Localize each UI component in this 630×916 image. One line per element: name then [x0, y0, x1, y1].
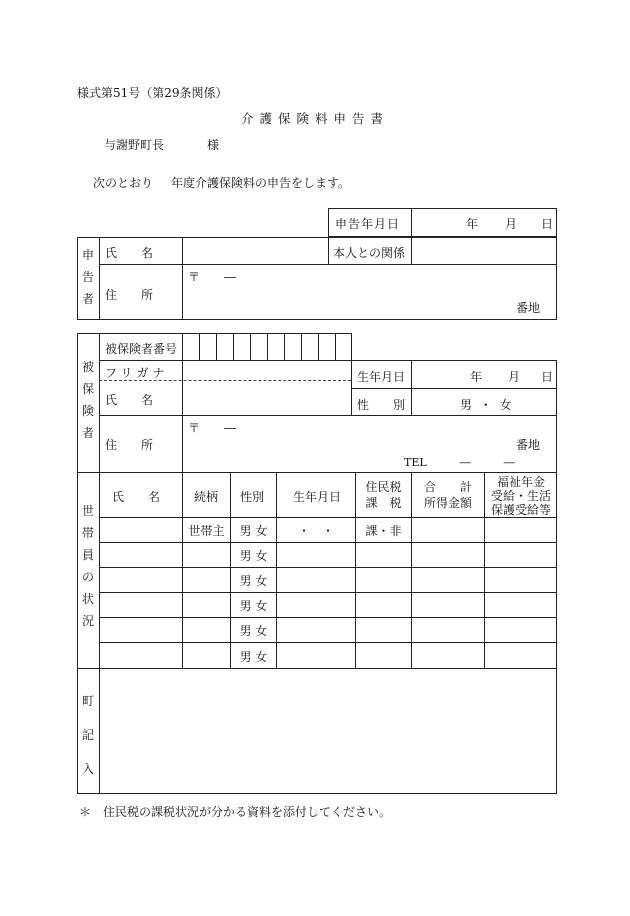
col-income-1: 合 計 [423, 480, 472, 494]
date-day: 日 [541, 217, 554, 231]
gender-choice[interactable]: 男 ・ 女 [460, 398, 514, 412]
furigana-label: フリガナ [105, 366, 169, 380]
row-gender[interactable]: 男 女 [239, 650, 268, 664]
date-year: 年 [466, 217, 479, 231]
addressee: 与謝野町長 [104, 138, 165, 152]
col-welfare-2: 受給・生活 [490, 489, 551, 503]
intro-text-a: 次のとおり [93, 176, 154, 190]
birth-input[interactable] [412, 361, 556, 387]
col-tax-2: 課 税 [365, 496, 402, 510]
declarant-address-label: 住 所 [105, 288, 154, 302]
insured-address-label: 住 所 [105, 438, 154, 452]
form-title: 介護保険料申告書 [240, 111, 389, 126]
birth-label: 生年月日 [357, 370, 406, 384]
col-welfare-1: 福祉年金 [496, 475, 545, 489]
row-tax[interactable]: 課・非 [365, 524, 402, 538]
row-gender[interactable]: 男 女 [239, 574, 268, 588]
declarant-postal: 〒 ― [188, 270, 237, 284]
col-name: 氏 名 [112, 490, 161, 504]
date-input[interactable] [412, 209, 556, 236]
footnote: ＊ 住民税の課税状況が分かる資料を添付してください。 [79, 805, 392, 819]
col-gender: 性別 [240, 490, 265, 504]
declarant-side-label: 申 告 者 [81, 248, 94, 306]
col-relation: 続柄 [194, 490, 219, 504]
insured-banchi: 番地 [516, 438, 541, 452]
form-number: 様式第51号（第29条関係） [77, 86, 228, 100]
declarant-name-label: 氏 名 [105, 246, 154, 260]
col-income-2: 所得金額 [423, 496, 472, 510]
household-side-label: 世 帯 員 の 状 況 [81, 504, 94, 628]
gender-label: 性 別 [357, 398, 406, 412]
town-side-label: 町 記 入 [81, 694, 94, 776]
declarant-banchi: 番地 [516, 301, 541, 315]
honorific: 様 [207, 138, 220, 152]
insured-postal: 〒 ― [188, 421, 237, 435]
furigana-input[interactable] [183, 361, 350, 379]
col-welfare-3: 保護受給等 [490, 503, 551, 517]
intro-text-b: 年度介護保険料の申告をします。 [171, 176, 351, 190]
declarant-name-input[interactable] [183, 238, 327, 263]
row-gender[interactable]: 男 女 [239, 549, 268, 563]
row-gender[interactable]: 男 女 [239, 524, 268, 538]
insured-number-label: 被保険者番号 [105, 342, 178, 356]
insured-tel: TEL ― ― [404, 456, 515, 469]
insured-name-label: 氏 名 [105, 393, 154, 407]
row-relation: 世帯主 [188, 524, 225, 538]
date-label: 申告年月日 [335, 217, 401, 231]
birth-day: 日 [541, 370, 554, 384]
declarant-address-input[interactable] [183, 265, 556, 319]
col-tax-1: 住民税 [365, 480, 402, 494]
row-gender[interactable]: 男 女 [239, 599, 268, 613]
birth-month: 月 [508, 370, 521, 384]
birth-year: 年 [470, 370, 483, 384]
col-birth: 生年月日 [293, 490, 342, 504]
row-birth: ・ ・ [297, 524, 334, 538]
insured-name-input[interactable] [183, 381, 350, 414]
insured-number-input[interactable] [183, 334, 350, 359]
insured-address-input[interactable] [183, 416, 556, 472]
relation-label: 本人との関係 [333, 246, 406, 260]
date-month: 月 [505, 217, 518, 231]
relation-input[interactable] [412, 238, 556, 263]
row-gender[interactable]: 男 女 [239, 624, 268, 638]
insured-side-label: 被 保 険 者 [81, 360, 94, 440]
town-entry-area[interactable] [100, 669, 556, 793]
